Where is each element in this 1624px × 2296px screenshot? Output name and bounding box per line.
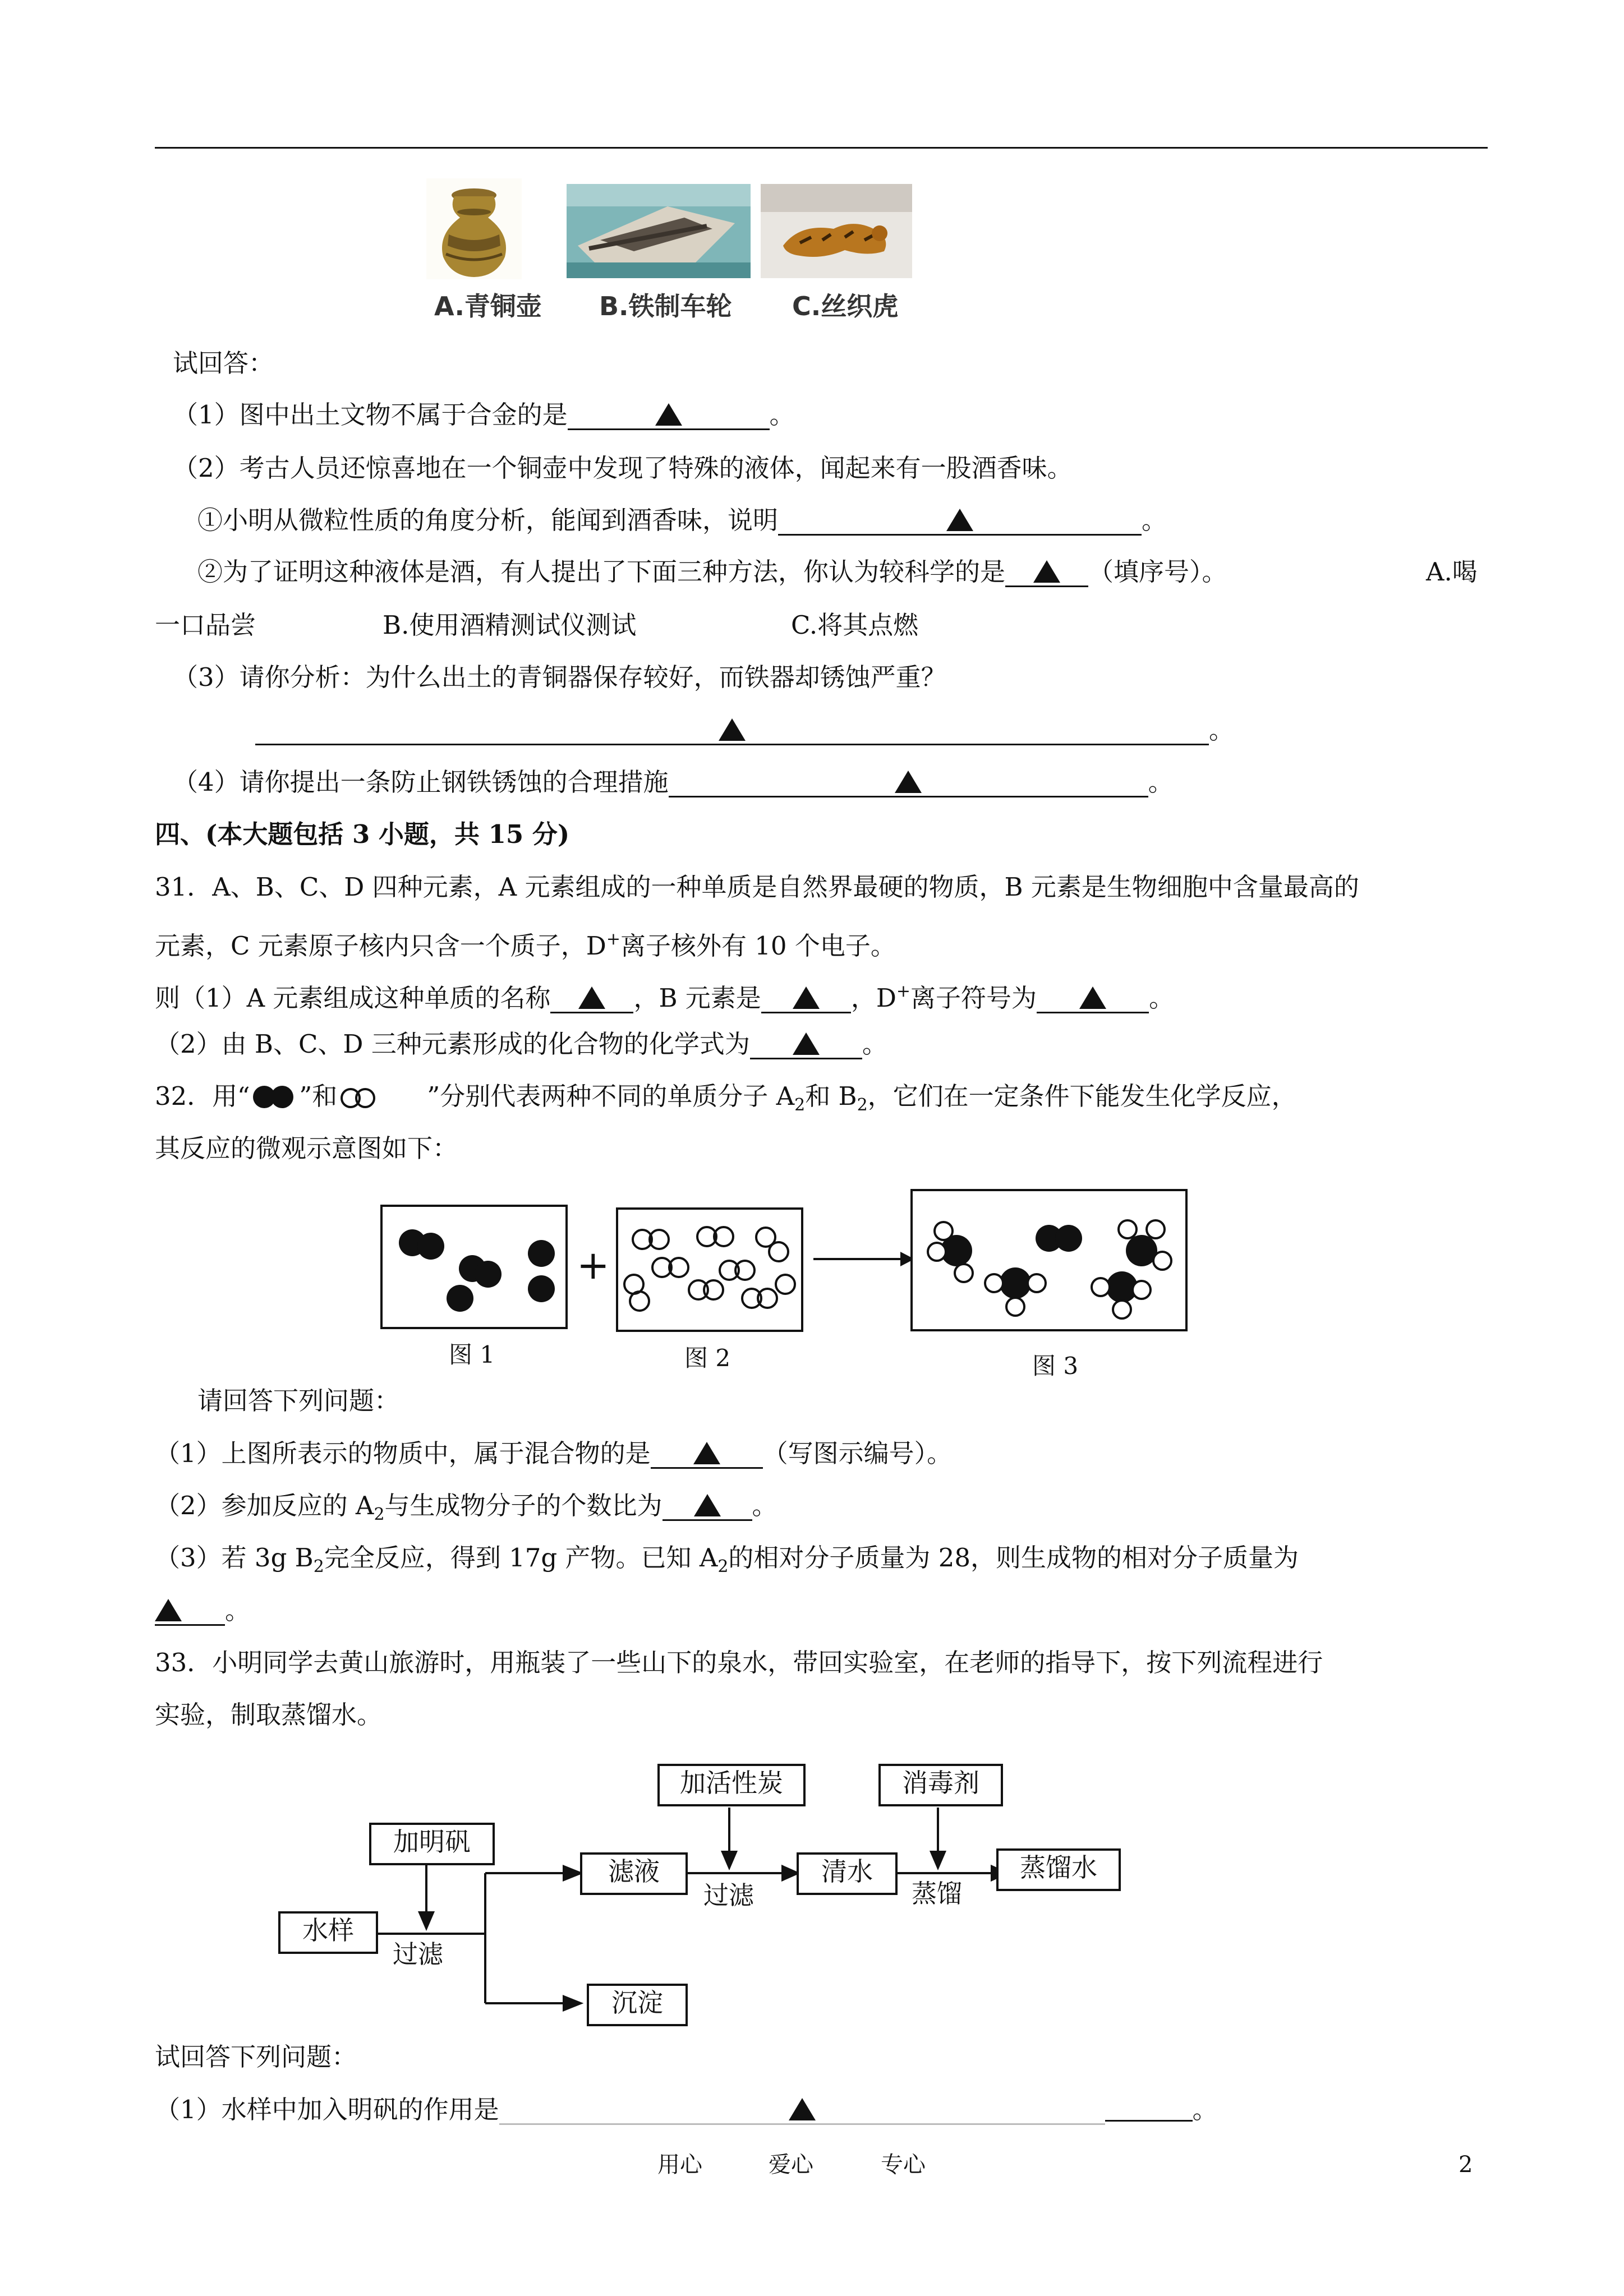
footer-word-3: 专心	[881, 2152, 926, 2178]
q30-sub2: （2）考古人员还惊喜地在一个铜壶中发现了特殊的液体，闻起来有一股酒香味。	[173, 453, 1073, 483]
q30-sub2b: ②为了证明这种液体是酒，有人提出了下面三种方法，你认为较科学的是 （填序号）。	[197, 557, 1227, 587]
section-heading: 四、(本大题包括 3 小题，共 15 分)	[155, 819, 570, 849]
q32-line1: 32．用 “ ”和 ”分别代表两种不同的单质分子 $A_2$和 $B_2$，它们在一定条件下能发生化学反应，	[155, 1081, 1297, 1115]
q31-line1: 31．A、B、C、D 四种元素，A 元素组成的一种单质是自然界最硬的物质，B 元素是生物细胞中含量最高的	[155, 872, 1359, 902]
fig2-label: 图 2	[684, 1344, 731, 1372]
q30-sub2b-cont: 一口品尝	[155, 610, 256, 640]
q32-ask: 请回答下列问题：	[197, 1386, 400, 1416]
footer-word-2: 爱心	[769, 2152, 813, 2178]
caption-a: A.青铜壶	[434, 291, 542, 321]
q31-line4: （2）由 B、C、D 三种元素形成的化合物的化学式为 。	[155, 1029, 887, 1059]
flow-add-alum: 加明矾	[369, 1823, 495, 1865]
answer-marker-icon	[789, 2098, 816, 2120]
q32-sub3-answer: 。	[155, 1594, 250, 1628]
flow-disinfectant: 消毒剂	[878, 1764, 1003, 1806]
answer-blank-end	[1105, 2093, 1193, 2122]
flow-filter-1: 过滤	[393, 1939, 444, 1969]
q33-line1: 33．小明同学去黄山旅游时，用瓶装了一些山下的泉水，带回实验室，在老师的指导下，按下列流程进行	[155, 1648, 1323, 1677]
fig3-label: 图 3	[1032, 1352, 1079, 1380]
q30-option-a: A.喝	[1426, 557, 1478, 587]
flow-distilled-water: 蒸馏水	[996, 1848, 1121, 1891]
q30-sub2a: ①小明从微粒性质的角度分析，能闻到酒香味，说明 。	[197, 505, 1167, 535]
flow-filter-2: 过滤	[703, 1880, 755, 1910]
q32-line2: 其反应的微观示意图如下：	[155, 1133, 458, 1163]
q32-sub3: （3）若 3g $B_2$完全反应，得到 17g 产物。已知 $A_2$的相对分子质量为 28，则生成物的相对分子质量为	[155, 1543, 1299, 1576]
flow-water-sample: 水样	[278, 1911, 378, 1954]
q32-sub2: （2）参加反应的 $A_2$与生成物分子的个数比为 。	[155, 1491, 778, 1524]
q33-ask: 试回答下列问题：	[155, 2042, 357, 2072]
q30-option-c: C.将其点燃	[791, 610, 919, 640]
q30-sub4: （4）请你提出一条防止钢铁锈蚀的合理措施 。	[173, 767, 1174, 797]
q30-intro: 试回答：	[173, 348, 274, 378]
q31-line2: 元素，C 元素原子核内只含一个质子，D+离子核外有 10 个电子。	[155, 929, 896, 961]
plus-sign: +	[577, 1242, 610, 1288]
footer-word-1: 用心	[657, 2152, 702, 2178]
flow-distill: 蒸馏	[912, 1879, 963, 1908]
caption-c: C.丝织虎	[792, 291, 899, 321]
q33-line2: 实验，制取蒸馏水。	[155, 1700, 383, 1730]
answer-blank[interactable]	[499, 2096, 1105, 2125]
q30-sub3-answer: 。	[255, 713, 1234, 747]
q33-sub1: （1）水样中加入明矾的作用是 。	[155, 2093, 1218, 2127]
fig1-label: 图 1	[449, 1341, 495, 1368]
q30-sub1: （1）图中出土文物不属于合金的是 。	[173, 400, 795, 430]
page-number: 2	[1459, 2152, 1473, 2178]
flow-clear-water: 清水	[797, 1852, 898, 1895]
q32-sub1: （1）上图所表示的物质中，属于混合物的是 （写图示编号）。	[155, 1439, 953, 1468]
flow-filtrate: 滤液	[580, 1852, 688, 1895]
q31-line3: 则（1）A 元素组成这种单质的名称 ，B 元素是 ，D+离子符号为 。	[155, 981, 1175, 1013]
flow-add-carbon: 加活性炭	[657, 1764, 806, 1806]
caption-b: B.铁制车轮	[599, 291, 732, 321]
svg-text:“: “	[237, 1082, 250, 1110]
q30-option-b: B.使用酒精测试仪测试	[383, 610, 637, 640]
flow-sediment: 沉淀	[587, 1984, 688, 2026]
q30-sub3: （3）请你分析：为什么出土的青铜器保存较好，而铁器却锈蚀严重？	[173, 662, 946, 692]
